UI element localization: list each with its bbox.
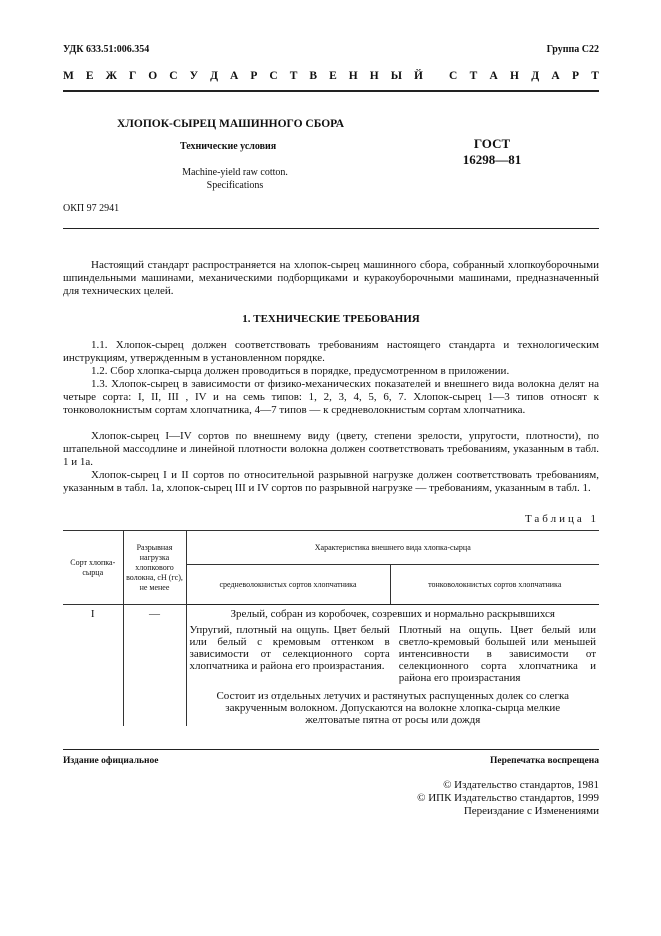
paragraph-1-1: 1.1. Хлопок-сырец должен соответствовать требованиям настоящего стандарта и технологическим инструкциям, утвержденным в установленном порядке. bbox=[63, 339, 599, 364]
paragraph-1-3: 1.3. Хлопок-сырец в зависимости от физико-механических показателей и внешнего вида волокна делят на четыре сорта: I, II, III , IV и на семь типов: 1, 2, 3, 4, 5, 6, 7. Хлопок-сырец 1—3 типов относят к тонковолокнистым сортам хлопчатника, 4—7 типов — к средневолокнистым сортам хлопчатника. bbox=[63, 378, 599, 416]
copyright-1981: © Издательство стандартов, 1981 bbox=[443, 779, 599, 791]
cell-breaking-load: — bbox=[123, 605, 186, 727]
quality-table bbox=[63, 530, 599, 726]
document-subtitle: Технические условия bbox=[180, 141, 277, 152]
title-rule bbox=[63, 228, 599, 229]
udk-code: УДК 633.51:006.354 bbox=[63, 44, 150, 55]
gost-label: ГОСТ bbox=[473, 136, 511, 151]
gost-number: 16298—81 bbox=[462, 152, 522, 167]
banner-word-interstate: М Е Ж Г О С У Д А Р С Т В Е Н Н Ы Й bbox=[63, 70, 423, 82]
header-medium-staple: средневолокнистых сортов хлопчатника bbox=[186, 565, 390, 605]
reissue-note: Переиздание с Изменениями bbox=[463, 805, 599, 817]
intro-paragraph bbox=[63, 259, 599, 298]
cell-sort: I bbox=[63, 605, 123, 727]
header-rule bbox=[63, 90, 599, 92]
characteristic-fine: Плотный на ощупь. Цвет белый или светло-кремовый большей или меньшей интенсивности в зависимости от селекционного сорта хлопчатника и района его произрастания bbox=[398, 624, 596, 684]
paragraph-breaking-load: Хлопок-сырец I и II сортов по относительной разрывной нагрузке должен соответствовать требованиям, указанным в табл. 1а, хлопок-сырец III и IV сортов по разрывной нагрузке — требованиям, указанным в табл. 1. bbox=[63, 469, 599, 494]
paragraph-1-2: 1.2. Сбор хлопка-сырца должен проводиться в порядке, предусмотренном в приложении. bbox=[91, 365, 510, 377]
official-edition: Издание официальное bbox=[63, 756, 159, 766]
intro-text: Настоящий стандарт распространяется на хлопок-сырец машинного сбора, собранный хлопкоуборочными шпиндельными машинами, механическими подборщиками и куракоуборочными машинами, предназначенный для технических целей. bbox=[63, 259, 599, 297]
footer-rule bbox=[63, 749, 599, 750]
gost-designation bbox=[451, 136, 533, 168]
table-row bbox=[63, 605, 599, 727]
english-title-line1: Machine-yield raw cotton. bbox=[182, 167, 288, 178]
characteristic-common-2: Состоит из отдельных летучих и растянутых распущенных долек со слегка закрученным волокном. Допускаются на волокне хлопка-сырца мелкие желтоватые пятна от росы или дождя bbox=[216, 690, 570, 726]
header-breaking-load: Разрывная нагрузка хлопкового волокна, сН (гс), не менее bbox=[123, 531, 186, 605]
cell-characteristic bbox=[186, 605, 599, 727]
characteristic-medium: Упругий, плотный на ощупь. Цвет белый или белый с кремовым оттенком в зависимости от селекционного сорта хлопчатника и района его произрастания. bbox=[189, 624, 390, 672]
table-caption: Таблица 1 bbox=[524, 513, 599, 525]
standard-banner bbox=[63, 70, 599, 82]
english-title-line2: Specifications bbox=[206, 180, 264, 191]
header-sort: Сорт хлопка-сырца bbox=[63, 531, 123, 605]
english-title bbox=[150, 166, 320, 192]
document-title: ХЛОПОК-СЫРЕЦ МАШИННОГО СБОРА bbox=[117, 118, 345, 130]
copyright-1999: © ИПК Издательство стандартов, 1999 bbox=[417, 792, 599, 804]
group-code: Группа С22 bbox=[546, 44, 599, 55]
banner-word-standard: С Т А Н Д А Р Т bbox=[449, 70, 599, 82]
reprint-prohibited: Перепечатка воспрещена bbox=[489, 756, 599, 766]
section-heading: 1. ТЕХНИЧЕСКИЕ ТРЕБОВАНИЯ bbox=[242, 313, 420, 325]
okp-code: ОКП 97 2941 bbox=[63, 203, 120, 214]
header-characteristic: Характеристика внешнего вида хлопка-сырца bbox=[186, 531, 599, 565]
characteristic-common-1: Зрелый, собран из коробочек, созревших и нормально раскрывшихся bbox=[230, 608, 555, 620]
header-fine-staple: тонковолокнистых сортов хлопчатника bbox=[390, 565, 599, 605]
copyright-block bbox=[417, 779, 599, 818]
paragraph-appearance: Хлопок-сырец I—IV сортов по внешнему виду (цвету, степени зрелости, упругости, плотности), по штапельной массодлине и линейной плотности волокна должен соответствовать требованиям, указанным в табл. 1 и 1а. bbox=[63, 430, 599, 468]
